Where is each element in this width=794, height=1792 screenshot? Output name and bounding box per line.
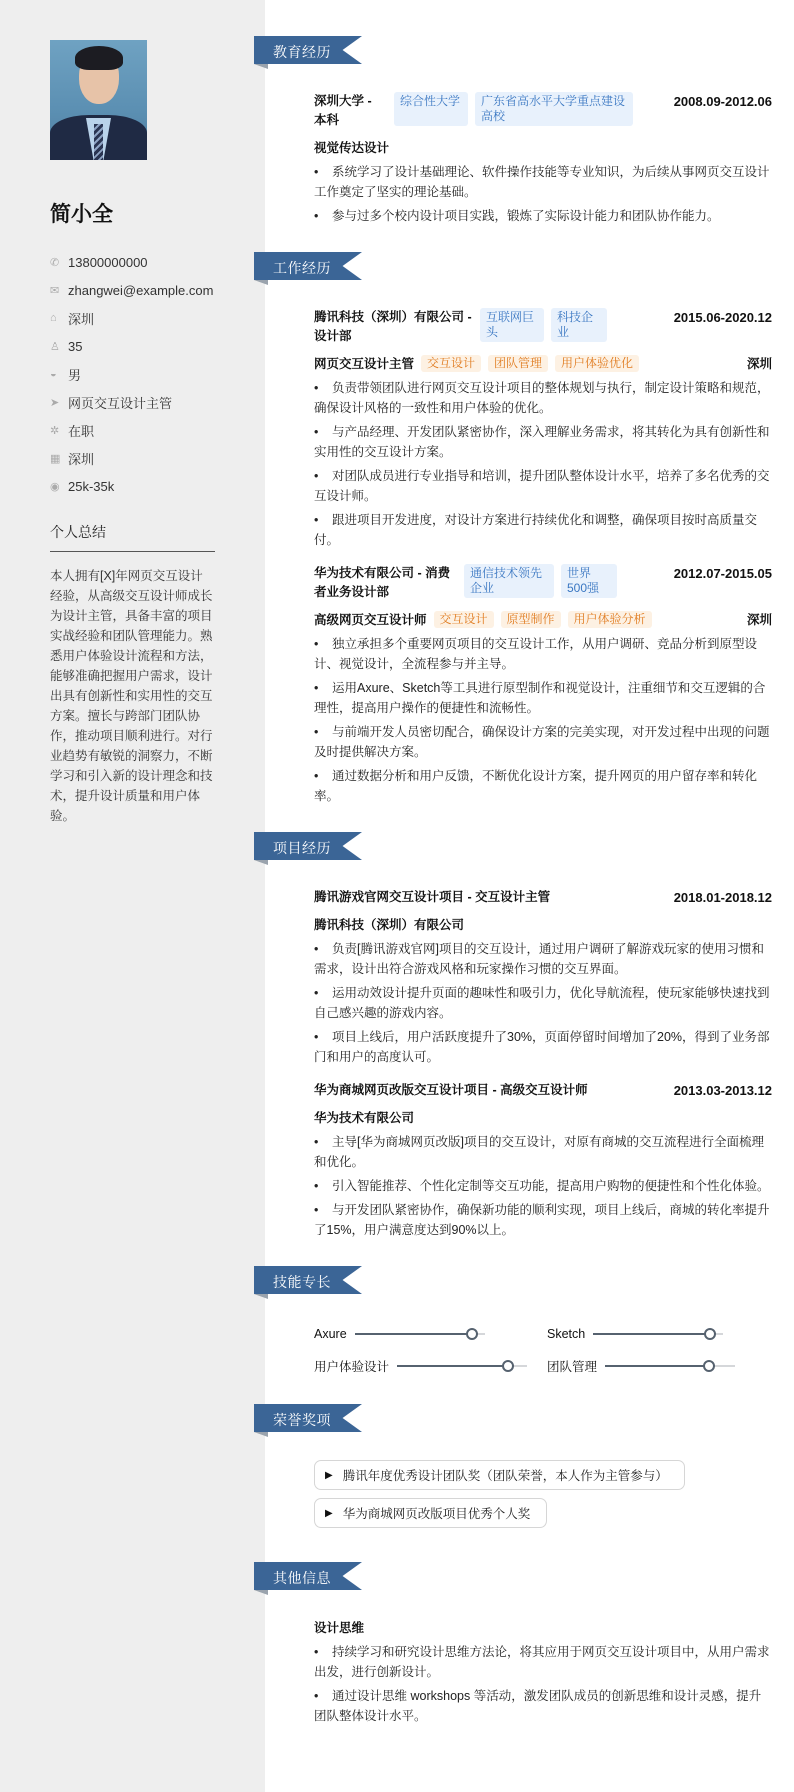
skill-slider[interactable] bbox=[593, 1333, 723, 1335]
project-date: 2018.01-2018.12 bbox=[673, 890, 772, 905]
sidebar bbox=[0, 0, 265, 1792]
work-city: 深圳 bbox=[746, 357, 772, 371]
info-value: 网页交互设计主管 bbox=[68, 395, 173, 411]
section-header bbox=[254, 36, 362, 64]
salary-icon: ◉ bbox=[50, 480, 60, 493]
education-bullets bbox=[314, 162, 772, 226]
info-item bbox=[50, 332, 215, 360]
bullet-item: • 与产品经理、开发团队紧密协作，深入理解业务需求，将其转化为具有创新性和实用性的交互设计方案。 bbox=[314, 425, 770, 459]
info-item bbox=[50, 276, 215, 304]
section-education bbox=[265, 36, 772, 226]
skill-name: Sketch bbox=[547, 1327, 586, 1341]
skill-item bbox=[547, 1354, 772, 1378]
award-label: 华为商城网页改版项目优秀个人奖 bbox=[342, 1507, 531, 1521]
project-name: 华为商城网页改版交互设计项目 - 高级交互设计师 bbox=[314, 1083, 588, 1097]
slider-knob[interactable] bbox=[466, 1328, 478, 1340]
education-date: 2008.09-2012.06 bbox=[673, 94, 772, 109]
bullet-item: • 负责[腾讯游戏官网]项目的交互设计，通过用户调研了解游戏玩家的使用习惯和需求，设计出符合游戏风格和玩家操作习惯的交互界面。 bbox=[314, 942, 764, 976]
info-item bbox=[50, 444, 215, 472]
company-tag: 科技企业 bbox=[551, 308, 607, 342]
skill-slider[interactable] bbox=[605, 1365, 735, 1367]
section-projects bbox=[265, 832, 772, 1240]
age-icon: ♙ bbox=[50, 340, 60, 353]
section-header bbox=[254, 252, 362, 280]
project-entry bbox=[265, 888, 772, 1067]
main-content bbox=[265, 0, 794, 1792]
award-label: 腾讯年度优秀设计团队奖（团队荣誉，本人作为主管参与） bbox=[342, 1469, 668, 1483]
bullet-item: • 持续学习和研究设计思维方法论，将其应用于网页交互设计项目中，从用户需求出发，进行创新设计。 bbox=[314, 1645, 770, 1679]
company-name: 华为技术有限公司 - 消费者业务设计部 bbox=[314, 566, 451, 599]
project-entry bbox=[265, 1081, 772, 1240]
skill-name: 团队管理 bbox=[547, 1360, 598, 1374]
triangle-right-icon: ▶ bbox=[325, 1507, 333, 1519]
bullet-item: • 运用Axure、Sketch等工具进行原型制作和视觉设计，注重细节和交互逻辑的合理性，提高用户操作的便捷性和流畅性。 bbox=[314, 681, 766, 715]
skill-tag: 交互设计 bbox=[434, 611, 494, 628]
section-title: 教育经历 bbox=[273, 44, 331, 60]
section-header bbox=[254, 832, 362, 860]
triangle-right-icon: ▶ bbox=[325, 1469, 333, 1481]
skill-item bbox=[314, 1354, 539, 1378]
skill-slider[interactable] bbox=[355, 1333, 485, 1335]
project-company: 华为技术有限公司 bbox=[314, 1111, 415, 1125]
project-date: 2013.03-2013.12 bbox=[673, 1083, 772, 1098]
photo-hair bbox=[75, 46, 123, 70]
major: 视觉传达设计 bbox=[314, 141, 390, 155]
skill-fill bbox=[605, 1365, 709, 1367]
status-icon: ✲ bbox=[50, 424, 60, 437]
company-tag: 通信技术领先企业 bbox=[464, 564, 554, 598]
section-title: 荣誉奖项 bbox=[273, 1412, 331, 1428]
section-skills bbox=[265, 1266, 772, 1378]
info-item bbox=[50, 360, 215, 388]
work-date: 2015.06-2020.12 bbox=[673, 310, 772, 325]
info-value: 男 bbox=[68, 367, 82, 383]
skill-tag: 用户体验优化 bbox=[555, 355, 639, 372]
bullet-item: • 通过数据分析和用户反馈，不断优化设计方案，提升网页的用户留存率和转化率。 bbox=[314, 769, 758, 803]
project-bullets bbox=[314, 939, 772, 1067]
info-value: zhangwei@example.com bbox=[68, 282, 214, 298]
work-city: 深圳 bbox=[746, 613, 772, 627]
school-tag: 综合性大学 bbox=[394, 92, 468, 126]
bullet-item: • 系统学习了设计基础理论、软件操作技能等专业知识，为后续从事网页交互设计工作奠定了坚实的理论基础。 bbox=[314, 165, 770, 199]
award-item[interactable] bbox=[314, 1460, 685, 1490]
bullet-item: • 与前端开发人员密切配合，确保设计方案的完美实现，对开发过程中出现的问题及时提供解决方案。 bbox=[314, 725, 770, 759]
section-title: 技能专长 bbox=[273, 1274, 331, 1290]
work-bullets bbox=[314, 634, 772, 806]
awards-list bbox=[265, 1460, 772, 1536]
other-entry bbox=[265, 1618, 772, 1726]
bullet-item: • 独立承担多个重要网页项目的交互设计工作，从用户调研、竞品分析到原型设计、视觉设计，全流程参与并主导。 bbox=[314, 637, 758, 671]
skill-name: 用户体验设计 bbox=[314, 1360, 390, 1374]
skill-item bbox=[547, 1322, 772, 1346]
skill-fill bbox=[593, 1333, 710, 1335]
skill-tag: 团队管理 bbox=[488, 355, 548, 372]
bullet-item: • 引入智能推荐、个性化定制等交互功能，提高用户购物的便捷性和个性化体验。 bbox=[314, 1179, 770, 1193]
bullet-item: • 主导[华为商城网页改版]项目的交互设计，对原有商城的交互流程进行全面梳理和优化。 bbox=[314, 1135, 764, 1169]
bullet-item: • 对团队成员进行专业指导和培训，提升团队整体设计水平，培养了多名优秀的交互设计师。 bbox=[314, 469, 770, 503]
project-name: 腾讯游戏官网交互设计项目 - 交互设计主管 bbox=[314, 890, 551, 904]
bullet-item: • 参与过多个校内设计项目实践，锻炼了实际设计能力和团队协作能力。 bbox=[314, 209, 720, 223]
other-bullets bbox=[314, 1642, 772, 1726]
email-icon: ✉ bbox=[50, 284, 60, 297]
school-tag: 广东省高水平大学重点建设高校 bbox=[475, 92, 633, 126]
work-entry bbox=[265, 564, 772, 806]
phone-icon: ✆ bbox=[50, 256, 60, 269]
bullet-item: • 负责带领团队进行网页交互设计项目的整体规划与执行，制定设计策略和规范，确保设计风格的一致性和用户体验的优化。 bbox=[314, 381, 770, 415]
city-icon: ▦ bbox=[50, 452, 61, 465]
photo-tie bbox=[94, 124, 103, 160]
skill-tag: 用户体验分析 bbox=[568, 611, 652, 628]
skill-tag: 交互设计 bbox=[421, 355, 481, 372]
other-title: 设计思维 bbox=[314, 1621, 365, 1635]
company-name: 腾讯科技（深圳）有限公司 - 设计部 bbox=[314, 310, 472, 343]
info-item bbox=[50, 388, 215, 416]
section-header bbox=[254, 1404, 362, 1432]
bullet-item: • 项目上线后，用户活跃度提升了30%，页面停留时间增加了20%，得到了业务部门和用户的高度认可。 bbox=[314, 1030, 770, 1064]
company-tag: 世界500强 bbox=[561, 564, 617, 598]
position-icon: ➤ bbox=[50, 396, 60, 409]
award-item[interactable] bbox=[314, 1498, 547, 1528]
section-work bbox=[265, 252, 772, 806]
gender-icon: ◒ bbox=[50, 368, 57, 380]
info-value: 25k-35k bbox=[68, 478, 115, 494]
info-item bbox=[50, 416, 215, 444]
school-name: 深圳大学 - 本科 bbox=[314, 94, 372, 127]
work-bullets bbox=[314, 378, 772, 550]
work-entry bbox=[265, 308, 772, 550]
project-bullets bbox=[314, 1132, 772, 1240]
skill-name: Axure bbox=[314, 1327, 347, 1341]
project-company: 腾讯科技（深圳）有限公司 bbox=[314, 918, 465, 932]
home-icon: ⌂ bbox=[50, 312, 57, 324]
info-item bbox=[50, 304, 215, 332]
slider-knob[interactable] bbox=[703, 1360, 715, 1372]
info-value: 13800000000 bbox=[68, 254, 148, 270]
section-title: 其他信息 bbox=[273, 1570, 331, 1586]
bullet-item: • 运用动效设计提升页面的趣味性和吸引力，优化导航流程，使玩家能够快速找到自己感兴趣的游戏内容。 bbox=[314, 986, 770, 1020]
education-entry bbox=[265, 92, 772, 226]
company-tag: 互联网巨头 bbox=[480, 308, 544, 342]
summary-title: 个人总结 bbox=[50, 522, 215, 552]
skill-fill bbox=[397, 1365, 508, 1367]
skill-item bbox=[314, 1322, 539, 1346]
skills-grid bbox=[265, 1322, 772, 1378]
section-title: 工作经历 bbox=[273, 260, 331, 276]
slider-knob[interactable] bbox=[704, 1328, 716, 1340]
section-title: 项目经历 bbox=[273, 840, 331, 856]
info-value: 深圳 bbox=[68, 311, 95, 327]
info-value: 35 bbox=[68, 338, 83, 354]
bullet-item: • 跟进项目开发进度，对设计方案进行持续优化和调整，确保项目按时高质量交付。 bbox=[314, 513, 758, 547]
info-value: 深圳 bbox=[68, 451, 95, 467]
job-title: 高级网页交互设计师 bbox=[314, 613, 427, 627]
info-value: 在职 bbox=[68, 423, 95, 439]
section-other bbox=[265, 1562, 772, 1726]
section-header bbox=[254, 1266, 362, 1294]
work-date: 2012.07-2015.05 bbox=[673, 566, 772, 581]
skill-fill bbox=[355, 1333, 472, 1335]
section-awards bbox=[265, 1404, 772, 1536]
slider-knob[interactable] bbox=[502, 1360, 514, 1372]
bullet-item: • 与开发团队紧密协作，确保新功能的顺利实现，项目上线后，商城的转化率提升了15%，用户满意度达到90%以上。 bbox=[314, 1203, 770, 1237]
skill-tag: 原型制作 bbox=[501, 611, 561, 628]
skill-slider[interactable] bbox=[397, 1365, 527, 1367]
candidate-name: 简小全 bbox=[50, 203, 113, 226]
contact-info-list bbox=[50, 248, 215, 500]
info-item bbox=[50, 472, 215, 500]
info-item bbox=[50, 248, 215, 276]
profile-photo bbox=[50, 40, 147, 160]
bullet-item: • 通过设计思维 workshops 等活动，激发团队成员的创新思维和设计灵感，提升团队整体设计水平。 bbox=[314, 1689, 762, 1723]
section-header bbox=[254, 1562, 362, 1590]
summary-text: 本人拥有[X]年网页交互设计经验，从高级交互设计师成长为设计主管，具备丰富的项目实战经验和团队管理能力。熟悉用户体验设计流程和方法，能够准确把握用户需求，设计出具有创新性和实用性的交互方案。擅长与跨部门团队协作，推动项目顺利进行。对行业趋势有敏锐的洞察力，不断学习和引入新的设计理念和技术，提升设计质量和用户体验。 bbox=[50, 569, 213, 823]
job-title: 网页交互设计主管 bbox=[314, 357, 415, 371]
